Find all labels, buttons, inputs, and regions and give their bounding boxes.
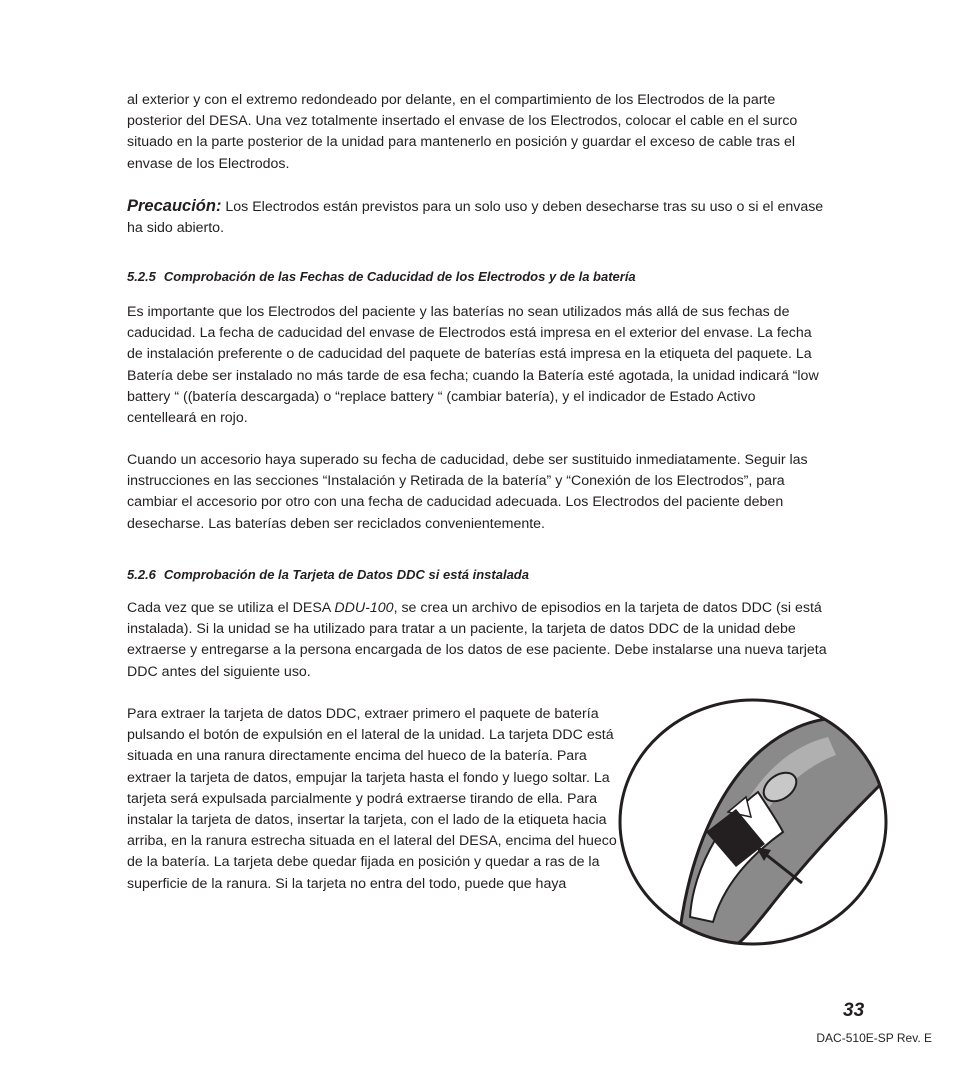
section-5-2-6-paragraph-1 — [127, 598, 827, 683]
document-revision: DAC-510E-SP Rev. E — [816, 1031, 932, 1045]
text-run: , se crea un archivo de episodios en la tarjeta de datos DDC (si está instalada). Si la unidad se ha utilizado para tratar a un paciente, la tarjeta de datos DDC de la unidad debe extraerse y entregarse a la persona encargada de los datos de ese paciente. Debe instalarse una nueva tarjeta DDC antes del siguiente uso. — [127, 600, 827, 680]
caution-text: Los Electrodos están previstos para un solo uso y deben desecharse tras su uso o si el envase ha sido abierto. — [127, 199, 824, 237]
section-number: 5.2.6 — [127, 567, 156, 582]
section-title: Comprobación de la Tarjeta de Datos DDC si está instalada — [163, 567, 529, 582]
section-number: 5.2.5 — [127, 269, 156, 284]
section-5-2-5-paragraph-1: Es importante que los Electrodos del paciente y las baterías no sean utilizados más allá de sus fechas de caducidad. La fecha de caducidad del envase de Electrodos está impresa en el exterior del envase. La fecha de instalación preferente o de caducidad del paquete de baterías está impresa en la etiqueta del paquete. La Batería debe ser instalado no más tarde de esa fecha; cuando la Batería esté agotada, la unidad indicará “low battery “ ((batería descargada) o “replace battery “ (cambiar batería), y el indicador de Estado Activo centelleará en rojo. — [127, 304, 819, 427]
text-run: Cada vez que se utiliza el DESA — [127, 600, 335, 616]
section-heading-5-2-6 — [127, 567, 529, 582]
ddc-card-insertion-illustration — [618, 697, 888, 947]
model-name: DDU-100 — [334, 600, 394, 616]
body-paragraph-1: al exterior y con el extremo redondeado por delante, en el compartimiento de los Electrodos de la parte posterior del DESA. Una vez totalmente insertado el envase de los Electrodos, colocar el cable en el surco situado en la parte posterior de la unidad para mantenerlo en posición y guardar el exceso de cable tras el envase de los Electrodos. — [127, 92, 798, 172]
section-title: Comprobación de las Fechas de Caducidad de los Electrodos y de la batería — [163, 269, 636, 284]
caution-paragraph — [127, 196, 827, 239]
section-5-2-6-paragraph-2: Para extraer la tarjeta de datos DDC, extraer primero el paquete de batería pulsando el botón de expulsión en el lateral de la unidad. La tarjeta DDC está situada en una ranura directamente encima del hueco de la batería. Para extraer la tarjeta de datos, empujar la tarjeta hasta el fondo y luego soltar. La tarjeta será expulsada parcialmente y podrá extraerse tirando de ella. Para instalar la tarjeta de datos, insertar la tarjeta, con el lado de la etiqueta hacia arriba, en la ranura estrecha situada en el lateral del DESA, encima del hueco de la batería. La tarjeta debe quedar fijada en posición y quedar a ras de la superficie de la ranura. Si la tarjeta no entra del todo, puede que haya — [127, 706, 617, 892]
section-heading-5-2-5 — [127, 269, 636, 284]
caution-label: Precaución: — [127, 197, 222, 215]
section-5-2-5-paragraph-2: Cuando un accesorio haya superado su fecha de caducidad, debe ser sustituido inmediatamente. Seguir las instrucciones en las secciones “Instalación y Retirada de la batería” y “Conexión de los Electrodos”, para cambiar el accesorio por otro con una fecha de caducidad adecuada. Los Electrodos del paciente deben desecharse. Las baterías deben ser reciclados convenientemente. — [127, 452, 808, 532]
page-number: 33 — [843, 1000, 865, 1021]
